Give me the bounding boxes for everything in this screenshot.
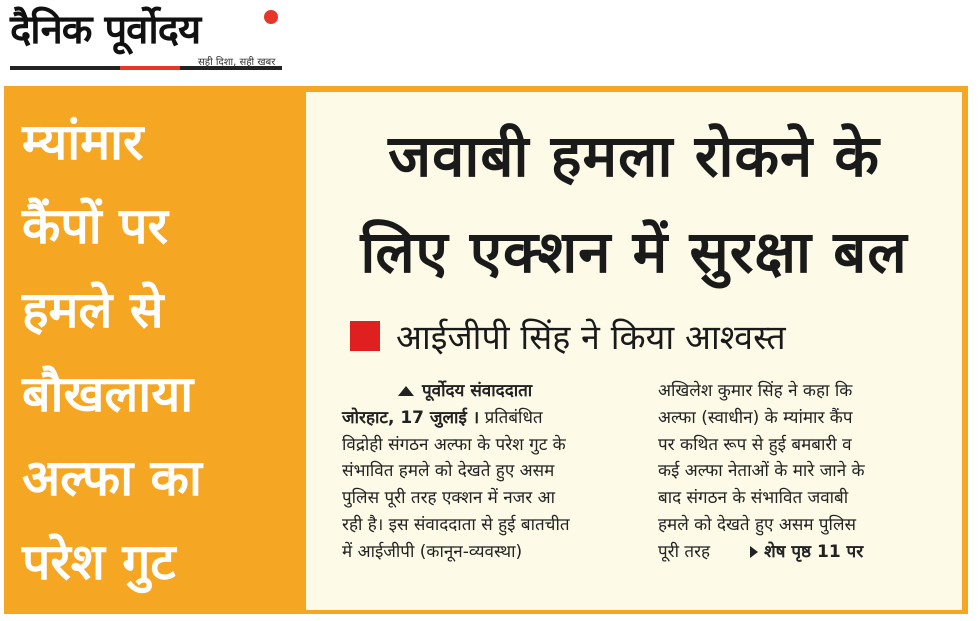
sidebar-line: म्यांमार — [22, 113, 144, 171]
body-line: हमले को देखते हुए असम पुलिस — [658, 514, 856, 535]
body-line: में आईजीपी (कानून-व्यवस्था) — [342, 541, 523, 562]
masthead-tagline: सही दिशा, सही खबर — [198, 57, 276, 68]
logo-dot-icon — [264, 10, 278, 24]
continued-note — [710, 542, 863, 562]
subheadline-text: आईजीपी सिंह ने किया आश्वस्त — [396, 318, 786, 358]
body-line: संभावित हमले को देखते हुए असम — [342, 461, 555, 482]
body-line — [342, 405, 644, 432]
body-text: पूरी तरह — [658, 541, 711, 562]
subheadline — [350, 314, 786, 358]
article-column-left — [342, 378, 644, 566]
byline-text: पूर्वोदय संवाददाता — [422, 381, 533, 401]
arrow-right-icon — [750, 546, 758, 558]
sidebar-line: परेश गुट — [22, 533, 176, 591]
sidebar-line: अल्फा का — [22, 449, 202, 507]
body-text: प्रतिबंधित — [484, 407, 543, 428]
newspaper-logo: दैनिक पूर्वोदय — [10, 7, 201, 53]
body-line: अल्फा (स्वाधीन) के म्यांमार कैंप — [658, 407, 853, 428]
body-line: विद्रोही संगठन अल्फा के परेश गुट के — [342, 434, 566, 455]
article-column-right — [658, 378, 948, 566]
sidebar-line: कैंपों पर — [22, 197, 169, 255]
body-line: कई अल्फा नेताओं के मारे जाने के — [658, 461, 865, 482]
body-line: पर कथित रूप से हुई बमबारी व — [658, 434, 852, 455]
sidebar-line: बौखलाया — [22, 365, 194, 423]
triangle-icon — [398, 386, 414, 396]
headline-line: लिए एक्शन में सुरक्षा बल — [360, 218, 908, 286]
byline — [398, 378, 644, 405]
body-line: पुलिस पूरी तरह एक्शन में नजर आ — [342, 488, 556, 509]
body-line — [658, 539, 948, 566]
body-line: बाद संगठन के संभावित जवाबी — [658, 488, 849, 509]
sidebar-line: हमले से — [22, 281, 164, 339]
body-line: रही है। इस संवाददाता से हुई बातचीत — [342, 514, 570, 535]
body-line: अखिलेश कुमार सिंह ने कहा कि — [658, 381, 853, 401]
red-square-icon — [350, 321, 380, 351]
sidebar-headline — [22, 100, 302, 604]
headline-line: जवाबी हमला रोकने के — [388, 122, 880, 190]
dateline: जोरहाट, 17 जुलाई । — [342, 407, 480, 428]
article-headline — [306, 108, 962, 300]
article-panel — [306, 92, 962, 610]
logo-underline-accent — [120, 66, 180, 70]
masthead — [0, 0, 978, 78]
continued-text: शेष पृष्ठ 11 पर — [764, 541, 864, 562]
